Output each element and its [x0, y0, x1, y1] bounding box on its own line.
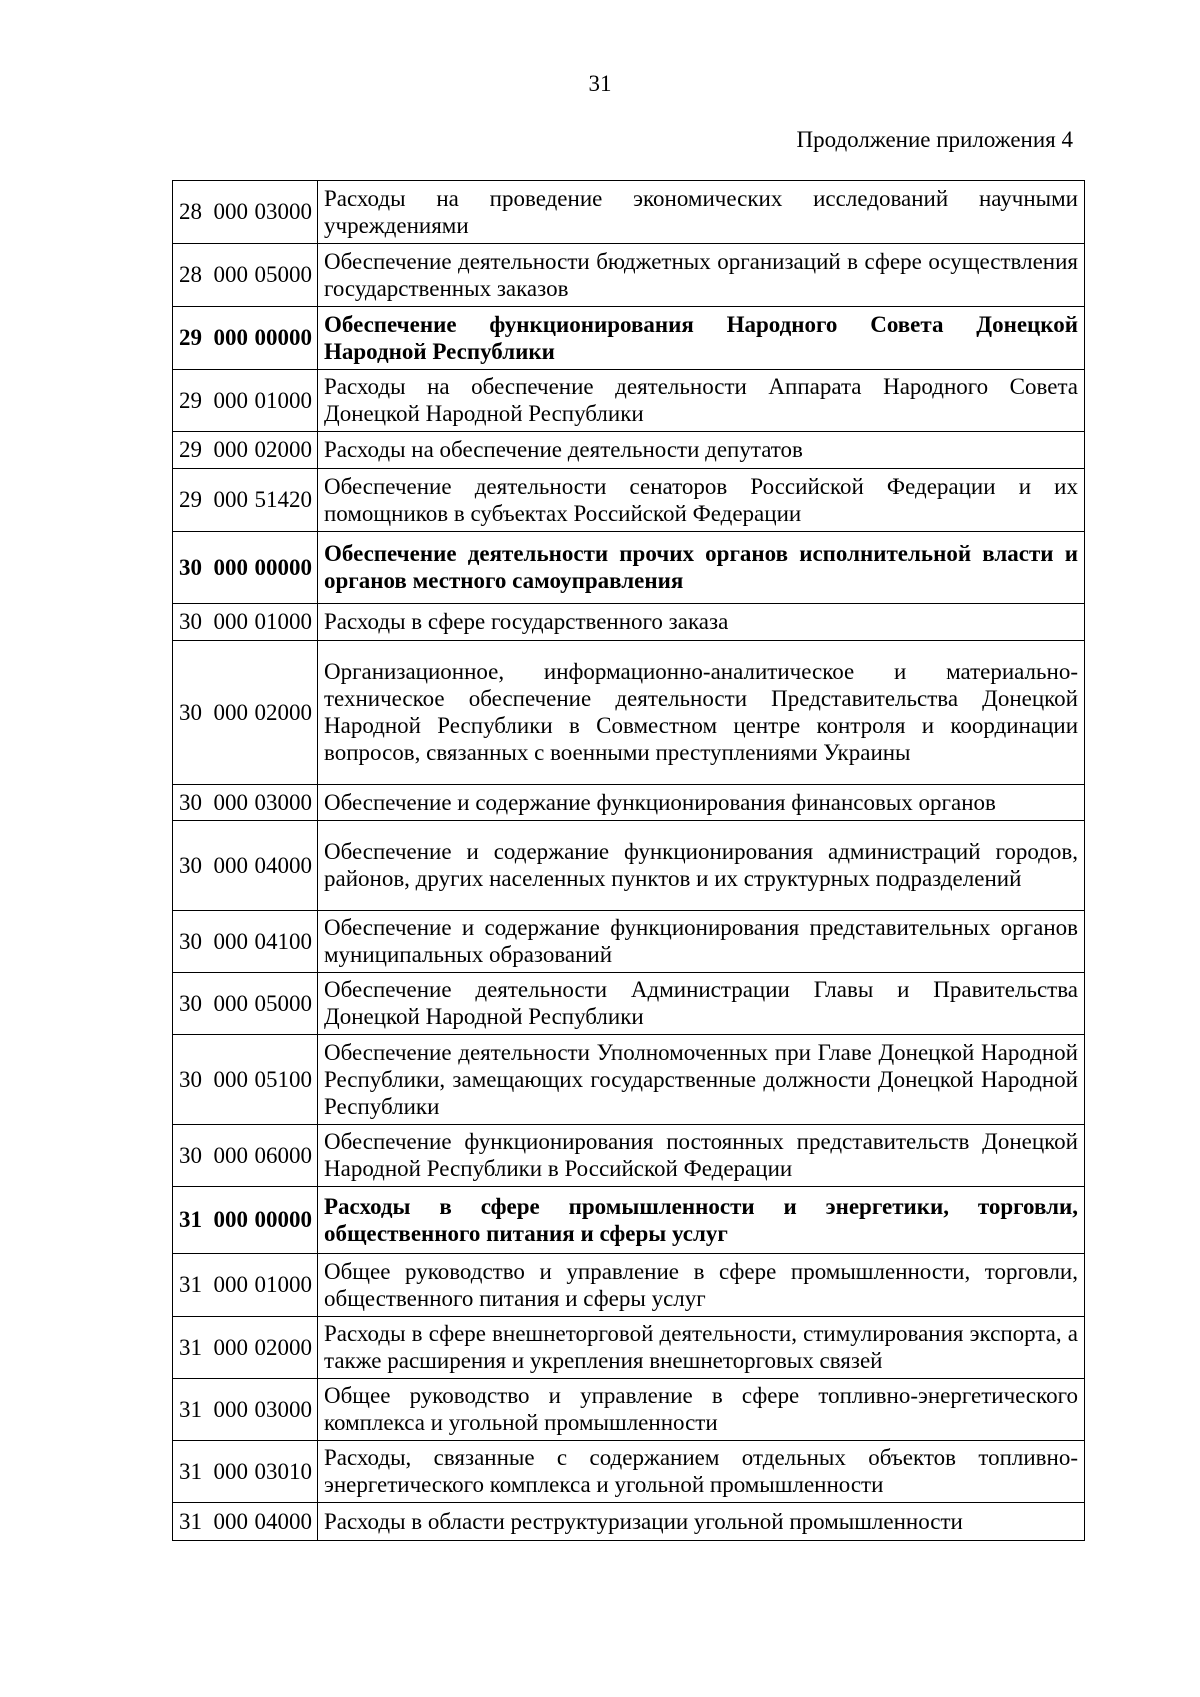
table-row — [173, 432, 1085, 469]
table-row-section — [173, 307, 1085, 370]
code-prefix-cell: 31 000 — [173, 1187, 241, 1254]
code-prefix-cell: 30 000 — [173, 821, 241, 911]
table-row — [173, 1035, 1085, 1125]
description-cell: Обеспечение и содержание функционирования администраций городов, районов, других населенных пунктов и их структурных подразделений — [318, 821, 1085, 911]
description-cell: Расходы в сфере государственного заказа — [318, 604, 1085, 641]
code-prefix-cell: 29 000 — [173, 469, 241, 532]
code-suffix-cell: 03000 — [241, 1379, 318, 1441]
page-number: 31 — [588, 71, 612, 96]
code-prefix-cell: 28 000 — [173, 244, 241, 307]
description-cell: Расходы в сфере внешнеторговой деятельности, стимулирования экспорта, а также расширения и укрепления внешнеторговых связей — [318, 1317, 1085, 1379]
code-suffix-cell: 04000 — [241, 821, 318, 911]
code-prefix-cell: 29 000 — [173, 307, 241, 370]
description-cell: Обеспечение функционирования Народного Совета Донецкой Народной Республики — [318, 307, 1085, 370]
table-row — [173, 1317, 1085, 1379]
description-cell: Обеспечение деятельности бюджетных организаций в сфере осуществления государственных заказов — [318, 244, 1085, 307]
table-row — [173, 370, 1085, 432]
description-cell: Расходы в области реструктуризации угольной промышленности — [318, 1503, 1085, 1541]
table-row-section — [173, 1187, 1085, 1254]
code-prefix-cell: 30 000 — [173, 911, 241, 973]
code-suffix-cell: 01000 — [241, 604, 318, 641]
code-suffix-cell: 04000 — [241, 1503, 318, 1541]
code-prefix-cell: 28 000 — [173, 181, 241, 244]
code-suffix-cell: 06000 — [241, 1125, 318, 1187]
code-suffix-cell: 02000 — [241, 641, 318, 785]
code-suffix-cell: 03000 — [241, 785, 318, 821]
code-suffix-cell: 00000 — [241, 307, 318, 370]
table-row — [173, 1125, 1085, 1187]
code-prefix-cell: 31 000 — [173, 1503, 241, 1541]
code-prefix-cell: 31 000 — [173, 1317, 241, 1379]
description-cell: Общее руководство и управление в сфере промышленности, торговли, общественного питания и сферы услуг — [318, 1254, 1085, 1317]
description-cell: Обеспечение и содержание функционирования финансовых органов — [318, 785, 1085, 821]
code-suffix-cell: 05000 — [241, 973, 318, 1035]
table-row — [173, 1379, 1085, 1441]
description-cell: Расходы, связанные с содержанием отдельных объектов топливно-энергетического комплекса и угольной промышленности — [318, 1441, 1085, 1503]
description-cell: Обеспечение деятельности сенаторов Российской Федерации и их помощников в субъектах Российской Федерации — [318, 469, 1085, 532]
code-prefix-cell: 30 000 — [173, 532, 241, 604]
code-suffix-cell: 00000 — [241, 532, 318, 604]
code-prefix-cell: 30 000 — [173, 1035, 241, 1125]
table-row — [173, 469, 1085, 532]
description-cell: Расходы на проведение экономических исследований научными учреждениями — [318, 181, 1085, 244]
table-row — [173, 973, 1085, 1035]
table-row — [173, 181, 1085, 244]
code-suffix-cell: 01000 — [241, 370, 318, 432]
code-prefix-cell: 29 000 — [173, 370, 241, 432]
code-suffix-cell: 00000 — [241, 1187, 318, 1254]
table-row — [173, 604, 1085, 641]
table-row — [173, 821, 1085, 911]
description-cell: Общее руководство и управление в сфере топливно-энергетического комплекса и угольной промышленности — [318, 1379, 1085, 1441]
table-row — [173, 785, 1085, 821]
code-suffix-cell: 05100 — [241, 1035, 318, 1125]
description-cell: Обеспечение деятельности Уполномоченных при Главе Донецкой Народной Республики, замещающих государственные должности Донецкой Народной Республики — [318, 1035, 1085, 1125]
table-row — [173, 911, 1085, 973]
table-row — [173, 244, 1085, 307]
code-suffix-cell: 03000 — [241, 181, 318, 244]
table-row — [173, 1441, 1085, 1503]
code-prefix-cell: 30 000 — [173, 604, 241, 641]
code-suffix-cell: 04100 — [241, 911, 318, 973]
code-prefix-cell: 30 000 — [173, 641, 241, 785]
code-prefix-cell: 31 000 — [173, 1254, 241, 1317]
code-suffix-cell: 03010 — [241, 1441, 318, 1503]
budget-codes-table — [172, 180, 1085, 1541]
table-body — [173, 181, 1085, 1541]
table-row — [173, 1254, 1085, 1317]
description-cell: Расходы на обеспечение деятельности Аппарата Народного Совета Донецкой Народной Республики — [318, 370, 1085, 432]
description-cell: Расходы в сфере промышленности и энергетики, торговли, общественного питания и сферы услуг — [318, 1187, 1085, 1254]
code-suffix-cell: 02000 — [241, 1317, 318, 1379]
code-suffix-cell: 01000 — [241, 1254, 318, 1317]
description-cell: Организационное, информационно-аналитическое и материально-техническое обеспечение деятельности Представительства Донецкой Народной Республики в Совместном центре контроля и координации вопросов, связанных с военными преступлениями Украины — [318, 641, 1085, 785]
code-prefix-cell: 31 000 — [173, 1441, 241, 1503]
appendix-continuation-note: Продолжение приложения 4 — [796, 127, 1073, 152]
table-row — [173, 1503, 1085, 1541]
code-prefix-cell: 30 000 — [173, 785, 241, 821]
code-prefix-cell: 31 000 — [173, 1379, 241, 1441]
description-cell: Обеспечение деятельности Администрации Главы и Правительства Донецкой Народной Республики — [318, 973, 1085, 1035]
code-prefix-cell: 29 000 — [173, 432, 241, 469]
code-prefix-cell: 30 000 — [173, 1125, 241, 1187]
code-suffix-cell: 05000 — [241, 244, 318, 307]
table-row-section — [173, 532, 1085, 604]
description-cell: Обеспечение функционирования постоянных представительств Донецкой Народной Республики в Российской Федерации — [318, 1125, 1085, 1187]
code-suffix-cell: 51420 — [241, 469, 318, 532]
description-cell: Обеспечение и содержание функционирования представительных органов муниципальных образований — [318, 911, 1085, 973]
description-cell: Расходы на обеспечение деятельности депутатов — [318, 432, 1085, 469]
table-row — [173, 641, 1085, 785]
code-prefix-cell: 30 000 — [173, 973, 241, 1035]
code-suffix-cell: 02000 — [241, 432, 318, 469]
description-cell: Обеспечение деятельности прочих органов исполнительной власти и органов местного самоуправления — [318, 532, 1085, 604]
